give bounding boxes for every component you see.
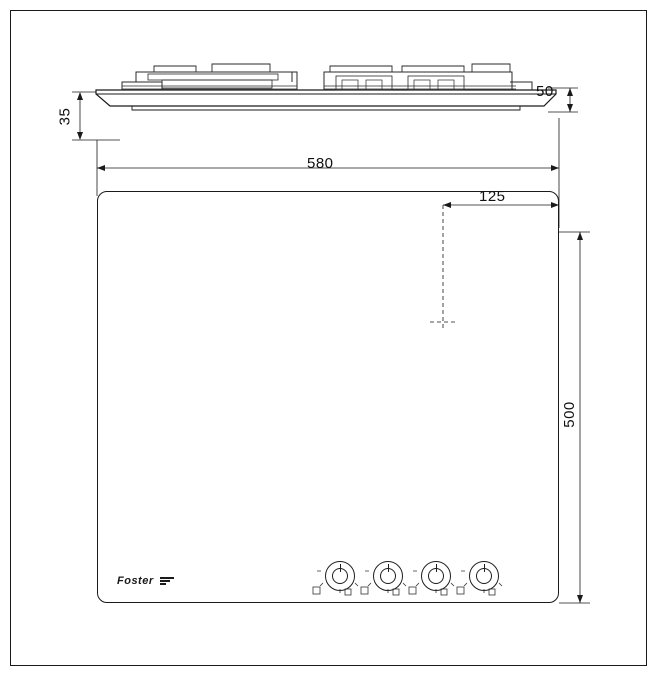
dimension-label-height-50: 50 (536, 83, 554, 100)
brand-logo-mark (160, 577, 174, 586)
top-plan-view (97, 191, 559, 603)
dimension-label-depth-35: 35 (56, 107, 74, 126)
dimension-label-width-580: 580 (307, 155, 334, 172)
dimension-label-inset-125: 125 (479, 188, 506, 205)
dimension-label-depth-500: 500 (560, 401, 578, 428)
side-elevation-view (92, 60, 560, 122)
side-view-graphic (92, 60, 560, 122)
brand-logo-text: Foster (117, 575, 154, 587)
knob-graphics (97, 191, 559, 603)
